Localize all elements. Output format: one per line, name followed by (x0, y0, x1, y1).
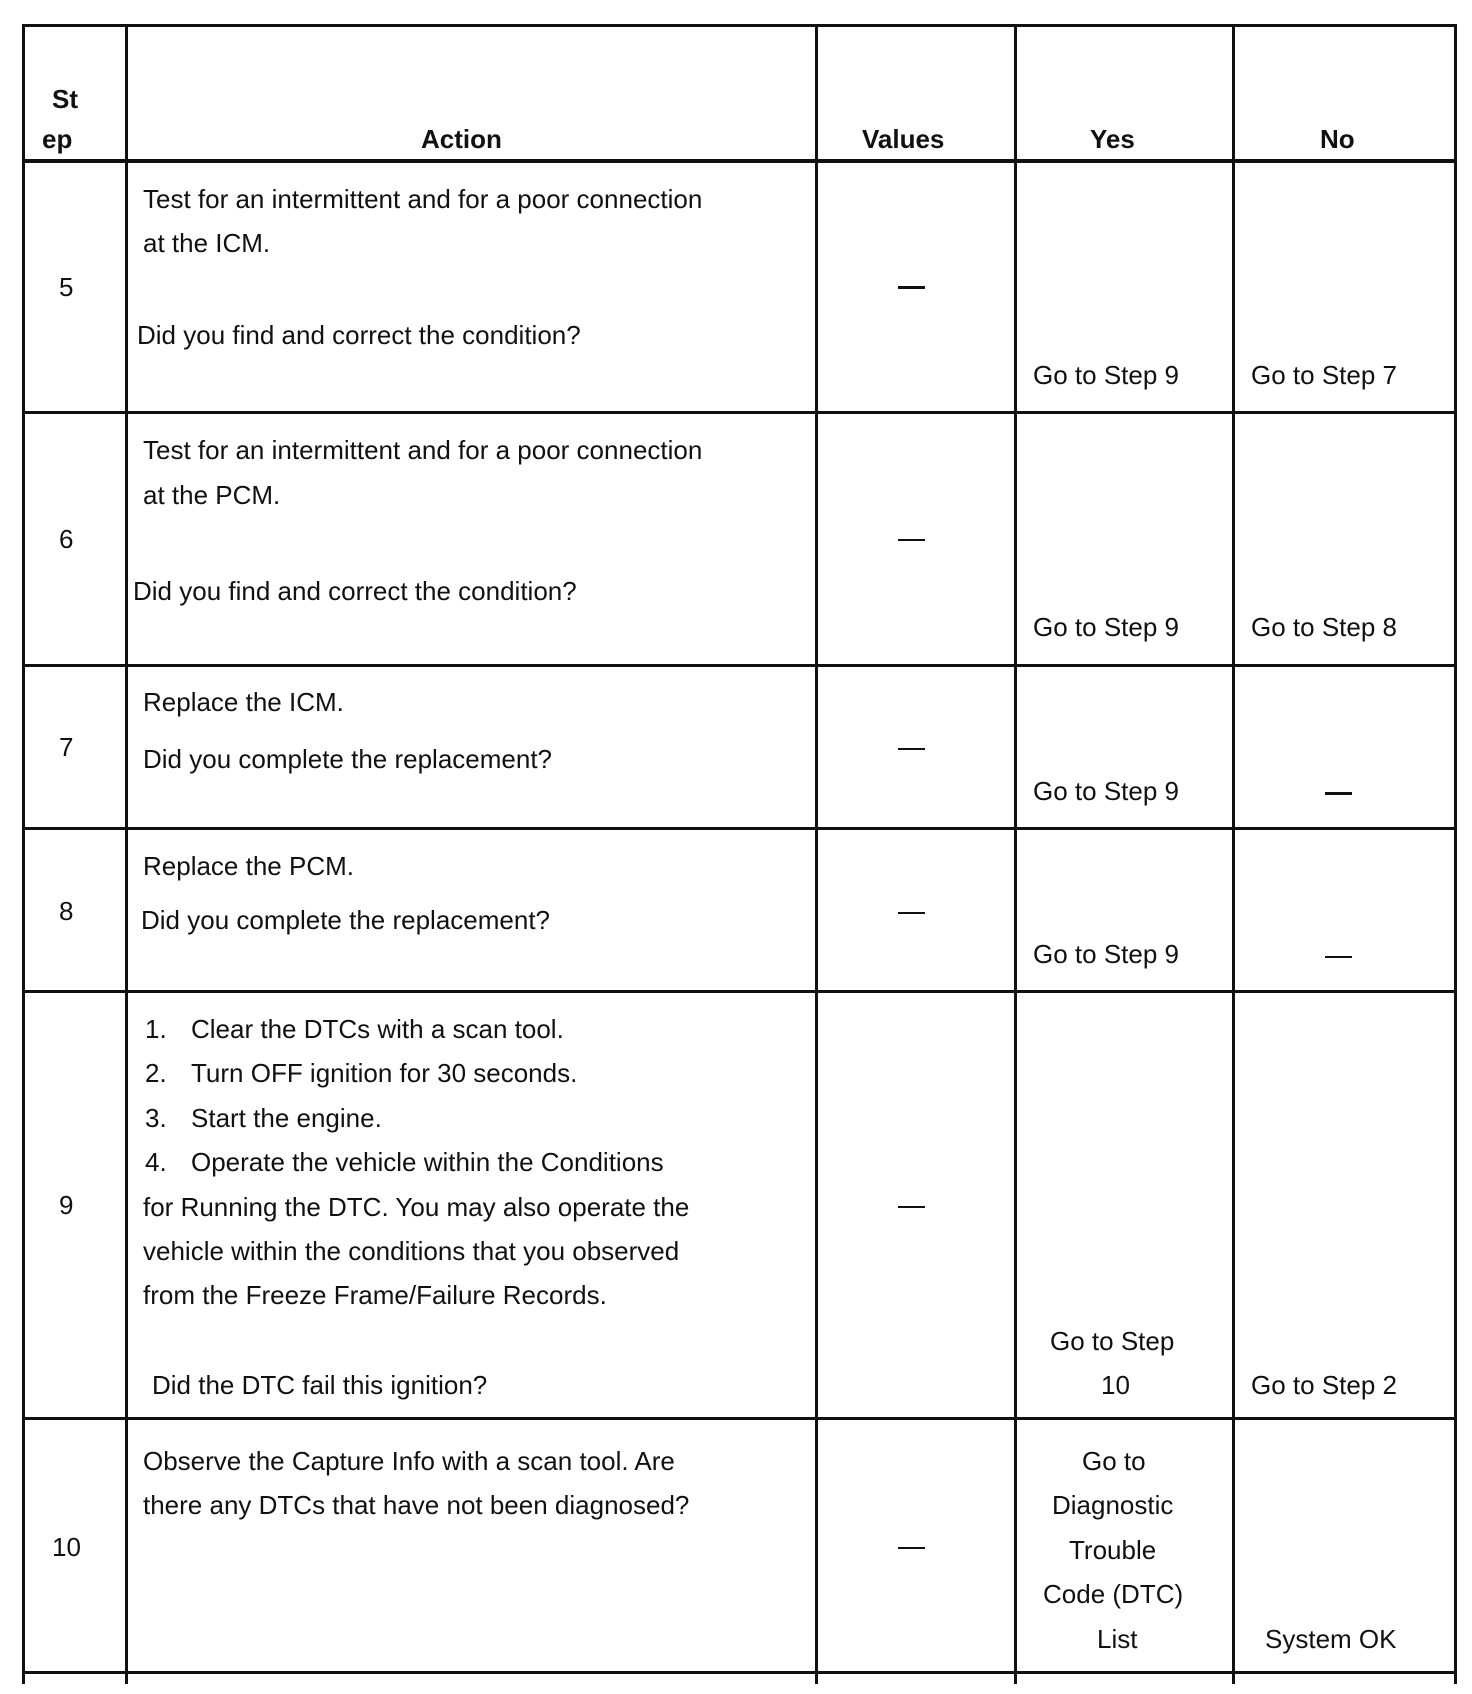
action-text: there any DTCs that have not been diagnosed? (143, 1490, 690, 1520)
header-values: Values (862, 124, 945, 154)
yes-text: Go to Step (1050, 1326, 1175, 1356)
action-text: Observe the Capture Info with a scan tool. Are (143, 1446, 675, 1476)
action-question: Did you find and correct the condition? (133, 576, 577, 606)
yes-text: List (1097, 1624, 1138, 1654)
action-text: at the PCM. (143, 480, 281, 510)
list-number: 2. (145, 1058, 167, 1088)
yes-text: Go to Step 9 (1033, 939, 1179, 969)
values-dash (898, 912, 925, 914)
step-number: 7 (59, 732, 74, 762)
step-number: 9 (59, 1190, 74, 1220)
header-no: No (1320, 124, 1355, 154)
list-text: Clear the DTCs with a scan tool. (191, 1014, 564, 1044)
yes-text: 10 (1101, 1370, 1130, 1400)
yes-text: Code (DTC) (1043, 1579, 1184, 1609)
header-action: Action (421, 124, 502, 154)
list-text: Turn OFF ignition for 30 seconds. (191, 1058, 578, 1088)
action-text: from the Freeze Frame/Failure Records. (143, 1280, 607, 1310)
header-step-b: ep (42, 124, 73, 154)
yes-text: Go to Step 9 (1033, 360, 1179, 390)
no-dash (1325, 792, 1352, 795)
header-yes: Yes (1090, 124, 1135, 154)
no-text: System OK (1265, 1624, 1397, 1654)
values-dash (898, 539, 925, 541)
action-question: Did you find and correct the condition? (137, 320, 581, 350)
yes-text: Go to Step 9 (1033, 612, 1179, 642)
list-number: 4. (145, 1147, 167, 1177)
yes-text: Go to (1082, 1446, 1146, 1476)
no-text: Go to Step 8 (1251, 612, 1397, 642)
action-text: vehicle within the conditions that you observed (143, 1236, 680, 1266)
action-question: Did the DTC fail this ignition? (152, 1370, 488, 1400)
yes-text: Go to Step 9 (1033, 776, 1179, 806)
step-number: 8 (59, 896, 74, 926)
no-text: Go to Step 7 (1251, 360, 1397, 390)
action-text: for Running the DTC. You may also operate the (143, 1192, 690, 1222)
values-dash (898, 286, 925, 289)
yes-text: Diagnostic (1052, 1490, 1174, 1520)
values-dash (898, 748, 925, 750)
step-number: 10 (52, 1532, 81, 1562)
list-number: 1. (145, 1014, 167, 1044)
header-step-a: St (52, 84, 78, 114)
no-text: Go to Step 2 (1251, 1370, 1397, 1400)
action-question: Did you complete the replacement? (141, 905, 551, 935)
values-dash (898, 1547, 925, 1549)
action-text: Test for an intermittent and for a poor connection (143, 184, 703, 214)
yes-text: Trouble (1069, 1535, 1157, 1565)
action-text: Test for an intermittent and for a poor connection (143, 435, 703, 465)
list-number: 3. (145, 1103, 167, 1133)
action-question: Did you complete the replacement? (143, 744, 553, 774)
step-number: 5 (59, 272, 74, 302)
action-text: Replace the PCM. (143, 851, 354, 881)
list-text: Start the engine. (191, 1103, 382, 1133)
action-text: Replace the ICM. (143, 687, 344, 717)
values-dash (898, 1206, 925, 1208)
no-dash (1325, 956, 1352, 958)
step-number: 6 (59, 524, 74, 554)
list-text: Operate the vehicle within the Conditions (191, 1147, 664, 1177)
action-text: at the ICM. (143, 228, 271, 258)
